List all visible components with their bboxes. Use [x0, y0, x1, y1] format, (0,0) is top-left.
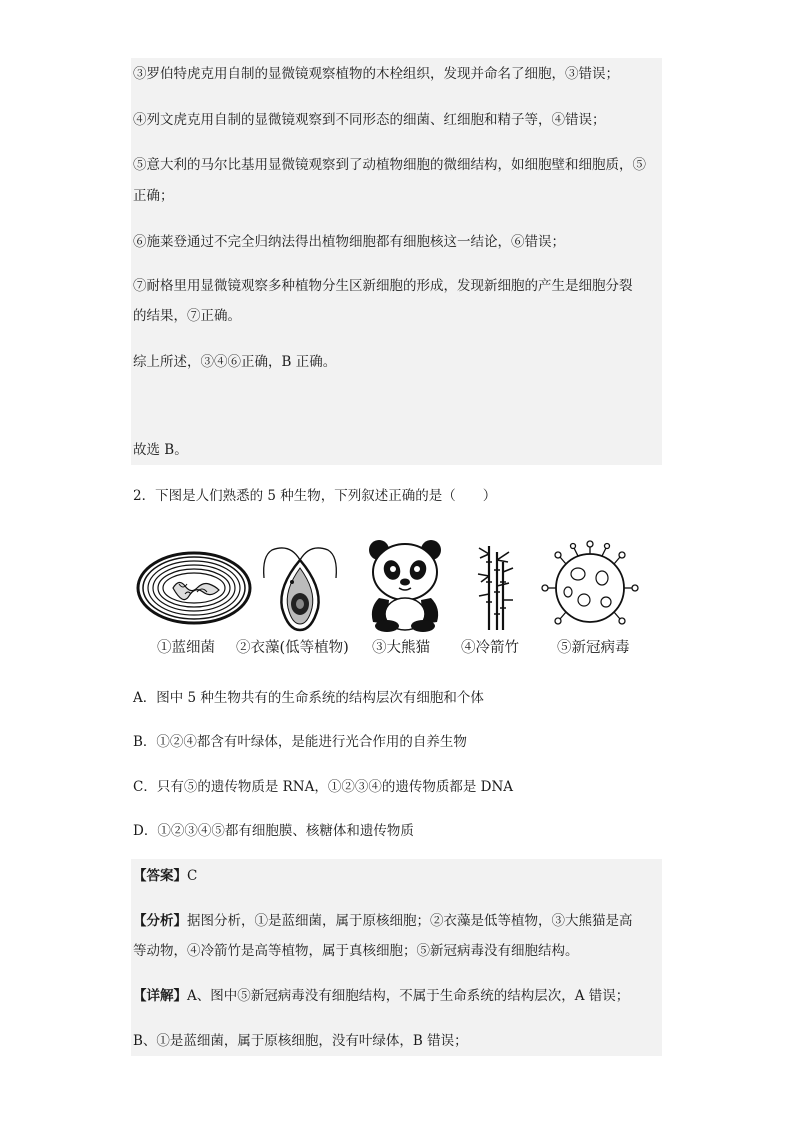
answer-value: C	[187, 868, 198, 884]
answer-tag: 【答案】	[133, 868, 187, 884]
detail-tag: 【详解】	[133, 988, 187, 1004]
explanation-line: ④列文虎克用自制的显微镜观察到不同形态的细菌、红细胞和精子等，④错误；	[133, 112, 606, 128]
detail-line	[133, 986, 629, 1006]
answer-line	[133, 866, 197, 886]
organism-caption: ②衣藻(低等植物)	[236, 640, 349, 656]
explanation-line: 故选 B。	[133, 442, 188, 458]
organism-figure	[130, 538, 670, 633]
question-stem: 2．下图是人们熟悉的 5 种生物，下列叙述正确的是（ ）	[133, 488, 497, 504]
explanation-line: 综上所述，③④⑥正确，B 正确。	[133, 354, 337, 370]
chlamydomonas-illustration	[260, 538, 340, 633]
option-b: B．①②④都含有叶绿体，是能进行光合作用的自养生物	[133, 734, 467, 750]
analysis-line	[133, 911, 633, 931]
analysis-tag: 【分析】	[133, 913, 187, 929]
analysis-line: 等动物，④冷箭竹是高等植物，属于真核细胞；⑤新冠病毒没有细胞结构。	[133, 943, 579, 959]
explanation-line: ③罗伯特虎克用自制的显微镜观察植物的木栓组织，发现并命名了细胞，③错误；	[133, 66, 619, 82]
panda-illustration	[365, 538, 445, 633]
explanation-line: 的结果，⑦正确。	[133, 308, 241, 324]
explanation-line: ⑤意大利的马尔比基用显微镜观察到了动植物细胞的微细结构，如细胞壁和细胞质，⑤	[133, 157, 646, 173]
explanation-line: 正确；	[133, 188, 174, 204]
explanation-line: ⑥施莱登通过不完全归纳法得出植物细胞都有细胞核这一结论，⑥错误；	[133, 234, 565, 250]
cyanobacterium-illustration	[135, 550, 253, 626]
organism-caption: ⑤新冠病毒	[557, 640, 630, 656]
organism-caption: ④冷箭竹	[461, 640, 519, 656]
detail-text: A、图中⑤新冠病毒没有细胞结构，不属于生命系统的结构层次，A 错误；	[187, 988, 630, 1004]
option-d: D．①②③④⑤都有细胞膜、核糖体和遗传物质	[133, 823, 414, 839]
organism-caption: ①蓝细菌	[157, 640, 215, 656]
explanation-line: ⑦耐格里用显微镜观察多种植物分生区新细胞的形成，发现新细胞的产生是细胞分裂	[133, 278, 633, 294]
organism-caption: ③大熊猫	[372, 640, 430, 656]
analysis-text: 据图分析，①是蓝细菌，属于原核细胞；②衣藻是低等植物，③大熊猫是高	[187, 913, 633, 929]
option-a: A．图中 5 种生物共有的生命系统的结构层次有细胞和个体	[133, 690, 484, 706]
bamboo-illustration	[475, 542, 515, 632]
option-c: C．只有⑤的遗传物质是 RNA，①②③④的遗传物质都是 DNA	[133, 779, 514, 795]
coronavirus-illustration	[538, 540, 642, 632]
detail-line: B、①是蓝细菌，属于原核细胞，没有叶绿体，B 错误；	[133, 1033, 468, 1049]
